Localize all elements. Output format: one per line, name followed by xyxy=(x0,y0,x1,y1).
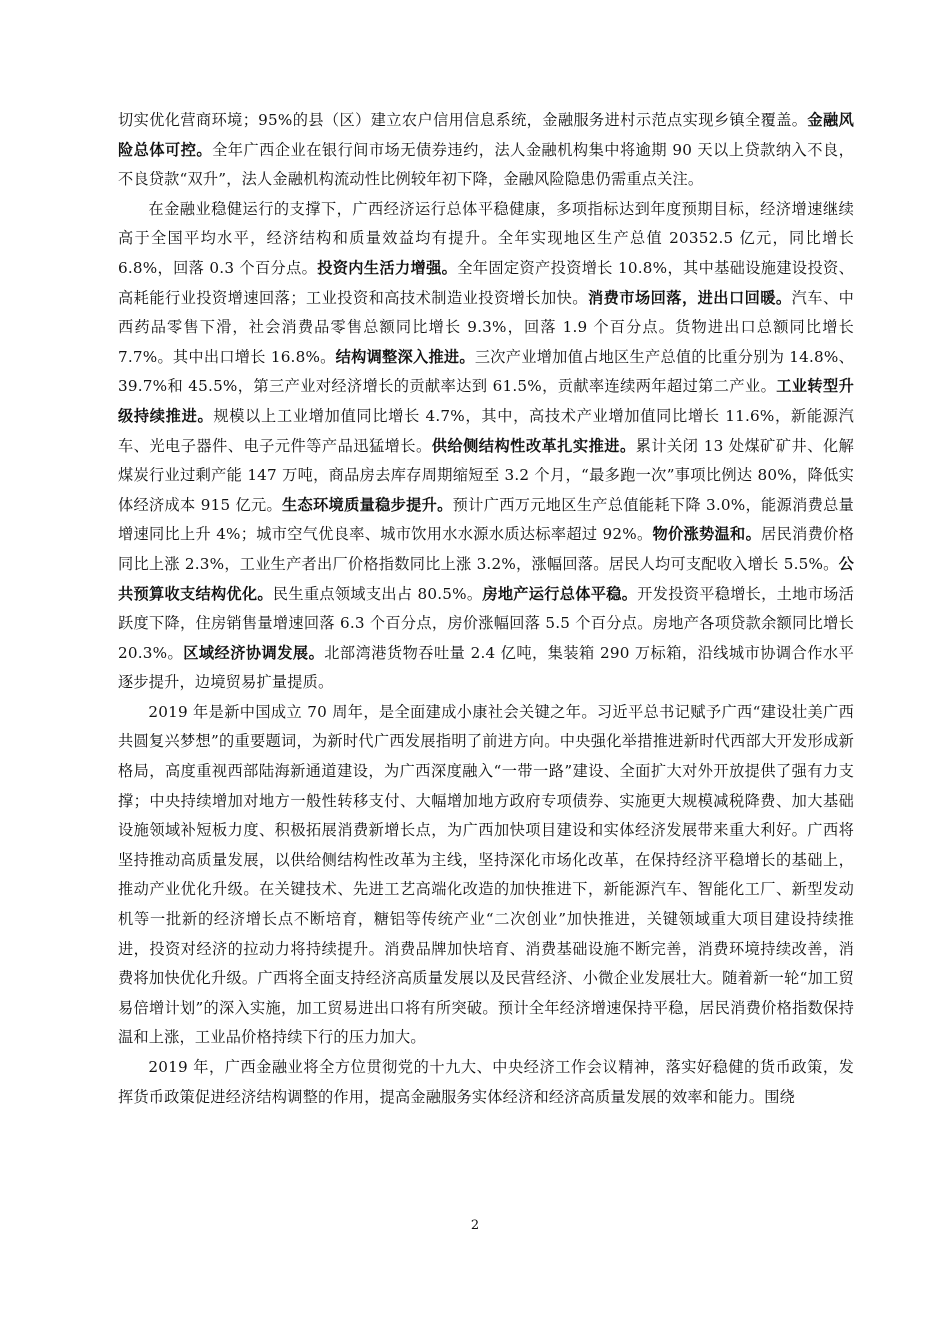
paragraph xyxy=(118,195,854,698)
text-run: 开发投资平稳增长，土地市场活跃度下降，住房销售量增速回落 6.3 个百分点，房价涨幅回落 5.5 个百分点。房地产各项贷款余额同比增长 20.3%。 xyxy=(118,584,855,662)
bold-heading-run: 生态环境质量稳步提升。 xyxy=(282,495,453,514)
bold-heading-run: 公共预算收支结构优化。 xyxy=(118,554,854,603)
bold-heading-run: 区域经济协调发展。 xyxy=(183,643,325,662)
bold-heading-run: 金融风险总体可控。 xyxy=(118,111,854,159)
bold-heading-run: 房地产运行总体平稳。 xyxy=(482,584,638,603)
text-run: 切实优化营商环境；95%的县（区）建立农户信用信息系统，金融服务进村示范点实现乡镇全覆盖。 xyxy=(118,111,808,129)
text-run: 累计关闭 13 处煤矿矿井、化解煤炭行业过剩产能 147 万吨，商品房去库存周期缩短至 3.2 个月，“最多跑一次”事项比例达 80%，降低实体经济成本 915 亿元。 xyxy=(118,436,855,514)
text-run: 规模以上工业增加值同比增长 4.7%，其中，高技术产业增加值同比增长 11.6%，新能源汽车、光电子器件、电子元件等产品迅猛增长。 xyxy=(118,406,854,455)
bold-heading-run: 投资内生活力增强。 xyxy=(317,258,458,277)
text-run: 汽车、中西药品零售下滑，社会消费品零售总额同比增长 9.3%，回落 1.9 个百分点。货物进出口总额同比增长 7.7%。其中出口增长 16.8%。 xyxy=(118,288,854,366)
paragraph xyxy=(118,698,854,1053)
text-run: 2019 年，广西金融业将全方位贯彻党的十九大、中央经济工作会议精神，落实好稳健的货币政策，发挥货币政策促进经济结构调整的作用，提高金融服务实体经济和经济高质量发展的效率和能力。围绕 xyxy=(118,1058,854,1106)
bold-heading-run: 消费市场回落，进出口回暖。 xyxy=(587,288,792,307)
text-run: 全年广西企业在银行间市场无债券违约，法人金融机构集中将逾期 90 天以上贷款纳入不良，不良贷款“双升”，法人金融机构流动性比例较年初下降，金融风险隐患仍需重点关注。 xyxy=(118,140,854,189)
text-run: 居民消费价格同比上涨 2.3%，工业生产者出厂价格指数同比上涨 3.2%，涨幅回落。居民人均可支配收入增长 5.5%。 xyxy=(118,525,855,573)
bold-heading-run: 结构调整深入推进。 xyxy=(335,347,475,366)
paragraph xyxy=(118,1053,854,1112)
text-run: 在金融业稳健运行的支撑下，广西经济运行总体平稳健康，多项指标达到年度预期目标，经济增速继续高于全国平均水平，经济结构和质量效益均有提升。全年实现地区生产总值 20352.5 亿元，同比增长 6.8%，回落 0.3 个百分点。 xyxy=(118,199,854,277)
document-body xyxy=(118,106,854,1112)
text-run: 三次产业增加值占地区生产总值的比重分别为 14.8%、39.7%和 45.5%，第三产业对经济增长的贡献率达到 61.5%，贡献率连续两年超过第二产业。 xyxy=(118,347,854,396)
bold-heading-run: 物价涨势温和。 xyxy=(652,525,762,544)
bold-heading-run: 供给侧结构性改革扎实推进。 xyxy=(431,436,636,455)
text-run: 预计广西万元地区生产总值能耗下降 3.0%，能源消费总量增速同比上升 4%；城市空气优良率、城市饮用水水源水质达标率超过 92%。 xyxy=(118,495,855,544)
text-run: 民生重点领域支出占 80.5%。 xyxy=(272,584,483,603)
page-number: 2 xyxy=(470,1218,480,1233)
bold-heading-run: 工业转型升级持续推进。 xyxy=(118,377,855,425)
text-run: 2019 年是新中国成立 70 周年，是全面建成小康社会关键之年。习近平总书记赋予广西“建设壮美广西共圆复兴梦想”的重要题词，为新时代广西发展指明了前进方向。中央强化举措推进新时代西部大开发形成新格局，高度重视西部陆海新通道建设，为广西深度融入“一带一路”建设、全面扩大对外开放提供了强有力支撑；中央持续增加对地方一般性转移支付、大幅增加地方政府专项债券、实施更大规模减税降费、加大基础设施领域补短板力度、积极拓展消费新增长点，为广西加快项目建设和实体经济发展带来重大利好。广西将坚持推动高质量发展，以供给侧结构性改革为主线，坚持深化市场化改革，在保持经济平稳增长的基础上，推动产业优化升级。在关键技术、先进工艺高端化改造的加快推进下，新能源汽车、智能化工厂、新型发动机等一批新的经济增长点不断培育，糖铝等传统产业“二次创业”加快推进，关键领域重大项目建设持续推进，投资对经济的拉动力将持续提升。消费品牌加快培育、消费基础设施不断完善，消费环境持续改善，消费将加快优化升级。广西将全面支持经济高质量发展以及民营经济、小微企业发展壮大。随着新一轮“加工贸易倍增计划”的深入实施，加工贸易进出口将有所突破。预计全年经济增速保持平稳，居民消费价格指数保持温和上涨，工业品价格持续下行的压力加大。 xyxy=(118,702,854,1047)
text-run: 北部湾港货物吞吐量 2.4 亿吨，集装箱 290 万标箱，沿线城市协调合作水平逐步提升，边境贸易扩量提质。 xyxy=(118,643,854,692)
text-run: 全年固定资产投资增长 10.8%，其中基础设施建设投资、高耗能行业投资增速回落；工业投资和高技术制造业投资增长加快。 xyxy=(118,258,854,307)
paragraph xyxy=(118,106,854,195)
